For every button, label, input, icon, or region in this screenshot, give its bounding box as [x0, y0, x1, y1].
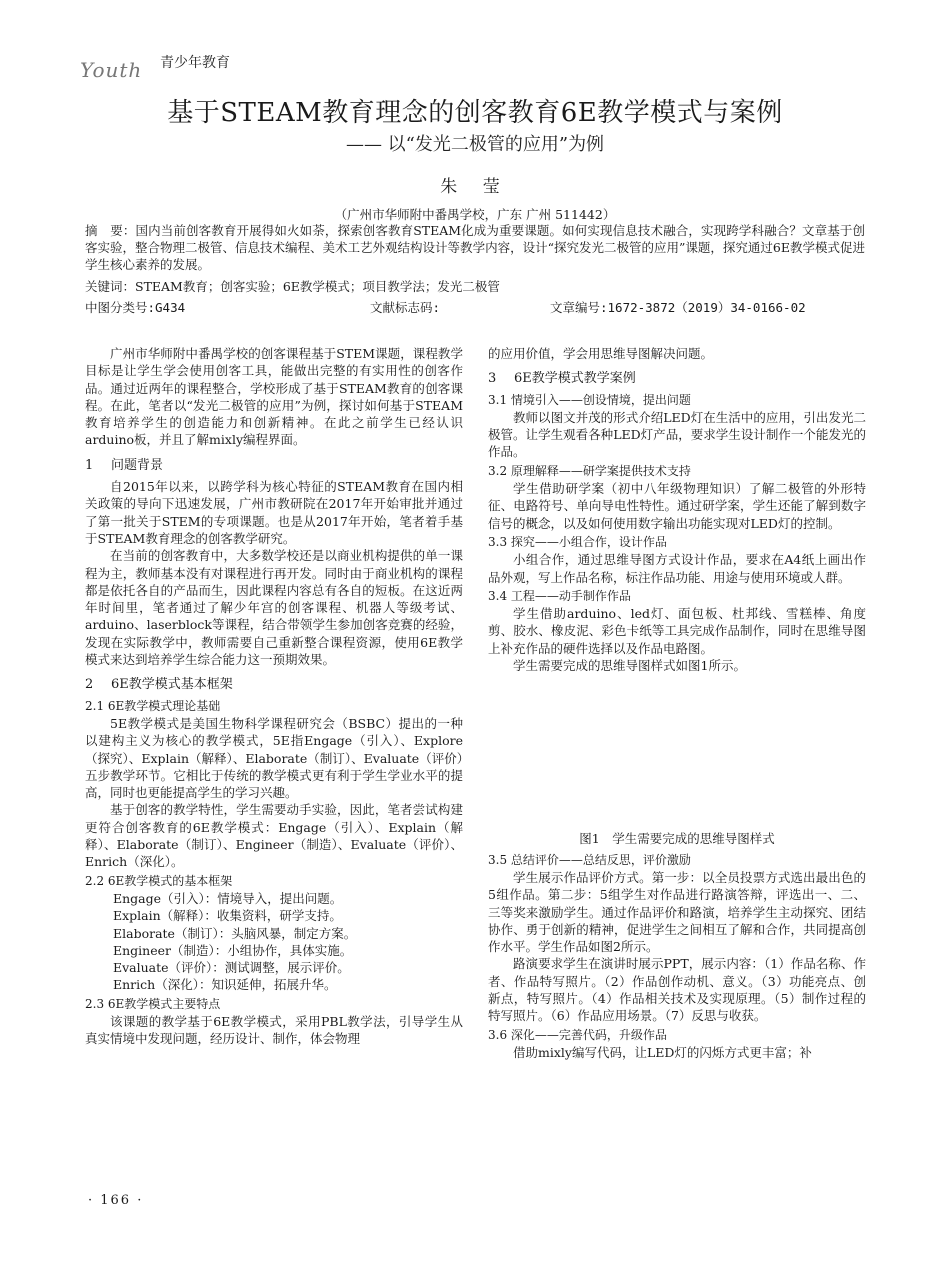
section-title: 6E教学模式基本框架 — [111, 677, 233, 693]
paragraph: 5E教学模式是美国生物科学课程研究会（BSBC）提出的一种以建构主义为核心的教学模式，5E指Engage（引入）、Explore（探究）、Explain（解释）、Elaborate（制订）、Evaluate（评价）五步教学环节。它相比于传统的教学模式更有利于学生学业水平的提高，同时也更能提高学生的学习兴趣。 — [85, 715, 463, 801]
subsection-heading: 2.3 6E教学模式主要特点 — [85, 996, 221, 1011]
section-number: 2 — [85, 677, 94, 693]
subsection-heading: 2.1 6E教学模式理论基础 — [85, 698, 221, 713]
list-item: Evaluate（评价）：测试调整，展示评价。 — [113, 960, 350, 976]
subsection-heading: 3.2 原理解释——研学案提供技术支持 — [488, 463, 691, 478]
paragraph: 教师以图文并茂的形式介绍LED灯在生活中的应用，引出发光二极管。让学生观看各种LED灯产品，要求学生设计制作一个能发光的作品。 — [488, 409, 866, 460]
section-title: 6E教学模式教学案例 — [514, 371, 636, 387]
figure-1-area — [488, 674, 866, 822]
subsection-heading: 3.5 总结评价——总结反思，评价激励 — [488, 852, 691, 867]
list-item: Engage（引入）：情境导入，提出问题。 — [113, 890, 343, 906]
paragraph: 学生需要完成的思维导图样式如图1所示。 — [513, 658, 746, 674]
section-heading — [85, 457, 463, 474]
section-number: 1 — [85, 457, 94, 473]
paragraph: 该课题的教学基于6E教学模式，采用PBL教学法，引导学生从真实情境中发现问题，经历设计、制作，体会物理 — [85, 1013, 463, 1047]
list-item: Explain（解释）：收集资料，研学支持。 — [113, 908, 342, 924]
section-number: 3 — [488, 371, 497, 387]
paragraph: 小组合作，通过思维导图方式设计作品，要求在A4纸上画出作品外观，写上作品名称，标注作品功能、用途与使用环境或人群。 — [488, 552, 866, 585]
section-heading — [488, 370, 866, 387]
subsection-heading: 3.3 探究——小组合作，设计作品 — [488, 534, 667, 549]
paragraph: 自2015年以来，以跨学科为核心特征的STEAM教育在国内相关政策的导向下迅速发展，广州市教研院在2017年开始审批并通过了第一批关于STEM的专项课题。也是从2017年开始，笔者着手基于STEAM教育理念的创客教学研究。 — [85, 479, 463, 546]
article-subtitle: —— 以“发光二极管的应用”为例 — [345, 134, 605, 155]
list-item: Enrich（深化）：知识延伸，拓展升华。 — [113, 977, 337, 993]
intro-paragraph: 广州市华师附中番禺学校的创客课程基于STEM课题，课程教学目标是让学生学会使用创客工具，能做出完整的有实用性的创客作品。通过近两年的课程整合，学校形成了基于STEAM教育的创客课程。在此，笔者以“发光二极管的应用”为例，探讨如何基于STEAM教育培养学生的创造能力和创新精神。在此之前学生已经认识arduino板，并且了解mixly编程界面。 — [85, 346, 463, 448]
paragraph: 在当前的创客教育中，大多数学校还是以商业机构提供的单一课程为主，教师基本没有对课程进行再开发。同时由于商业机构的课程都是依托各自的产品而生，因此课程内容总有各自的短板。在这近两年时间里，笔者通过了解少年宫的创客课程、机器人等级考试、arduino、laserblock等课程，结合带领学生参加创客竞赛的经验，发现在实际教学中，教师需要自己重新整合课程资源，使用6E教学模式来达到培养学生综合能力这一预期效果。 — [85, 548, 463, 668]
figure-caption: 图1 学生需要完成的思维导图样式 — [579, 831, 775, 847]
left-column — [85, 345, 463, 1048]
document-code: 文献标志码: — [370, 300, 441, 315]
subsection-heading: 3.4 工程——动手制作作品 — [488, 588, 631, 603]
paragraph: 基于创客的教学特性，学生需要动手实验，因此，笔者尝试构建更符合创客教育的6E教学模式：Engage（引入）、Explain（解释）、Elaborate（制订）、Engineer（制造）、Evaluate（评价）、Enrich（深化）。 — [85, 802, 463, 870]
keywords: 关键词：STEAM教育；创客实验；6E教学模式；项目教学法；发光二极管 — [85, 279, 500, 294]
article-number: 文章编号:1672-3872（2019）34-0166-02 — [550, 300, 806, 315]
right-column — [488, 345, 866, 1061]
subsection-heading: 3.6 深化——完善代码，升级作品 — [488, 1027, 667, 1042]
paragraph: 的应用价值，学会用思维导图解决问题。 — [488, 346, 714, 361]
section-heading — [85, 676, 463, 693]
list-item: Engineer（制造）：小组协作，具体实施。 — [113, 942, 353, 958]
paragraph: 学生借助研学案（初中八年级物理知识）了解二极管的外形特征、电路符号、单向导电性特性。通过研学案，学生还能了解到数字信号的概念，以及如何使用数字输出功能实现对LED灯的控制。 — [488, 481, 866, 531]
clc-number: 中图分类号:G434 — [85, 300, 186, 315]
journal-name: 青少年教育 — [160, 55, 230, 71]
paragraph: 借助mixly编写代码，让LED灯的闪烁方式更丰富；补 — [513, 1044, 812, 1060]
section-title: 问题背景 — [111, 457, 164, 473]
page-number: · 166 · — [88, 1193, 144, 1208]
journal-logo: Youth — [80, 58, 143, 82]
paragraph: 学生借助arduino、led灯、面包板、杜邦线、雪糕棒、角度剪、胶水、橡皮泥、彩色卡纸等工具完成作品制作，同时在思维导图上补充作品的硬件选择以及作品电路图。 — [488, 606, 866, 656]
author-affiliation: （广州市华师附中番禺学校，广东 广州 511442） — [334, 207, 616, 222]
paragraph: 学生展示作品评价方式。第一步：以全员投票方式选出最出色的5组作品。第二步：5组学生对作品进行路演答辩，评选出一、二、三等奖来激励学生。通过作品评价和路演，培养学生主动探究、团结协作、勇于创新的精神，促进学生之间相互了解和合作，共同提高创作水平。学生作品如图2所示。 — [488, 869, 866, 955]
abstract: 摘 要：国内当前创客教育开展得如火如荼，探索创客教育STEAM化成为重要课题。如何实现信息技术融合，实现跨学科融合？文章基于创客实验，整合物理二极管、信息技术编程、美术工艺外观结构设计等教学内容，设计“探究发光二极管的应用”课题，探究通过6E教学模式促进学生核心素养的发展。 — [85, 223, 865, 272]
paragraph: 路演要求学生在演讲时展示PPT，展示内容：（1）作品名称、作者、作品特写照片。（2）作品创作动机、意义。（3）功能亮点、创新点，特写照片。（4）作品相关技术及实现原理。（5）制作过程的特写照片。（6）作品应用场景。（7）反思与收获。 — [488, 956, 866, 1024]
list-item: Elaborate（制订）：头脑风暴，制定方案。 — [113, 925, 357, 941]
subsection-heading: 3.1 情境引入——创设情境，提出问题 — [488, 392, 691, 407]
subsection-heading: 2.2 6E教学模式的基本框架 — [85, 873, 233, 888]
framework-list — [85, 890, 463, 994]
article-title: 基于STEAM教育理念的创客教育6E教学模式与案例 — [167, 98, 783, 128]
author-name: 朱 莹 — [440, 177, 510, 197]
